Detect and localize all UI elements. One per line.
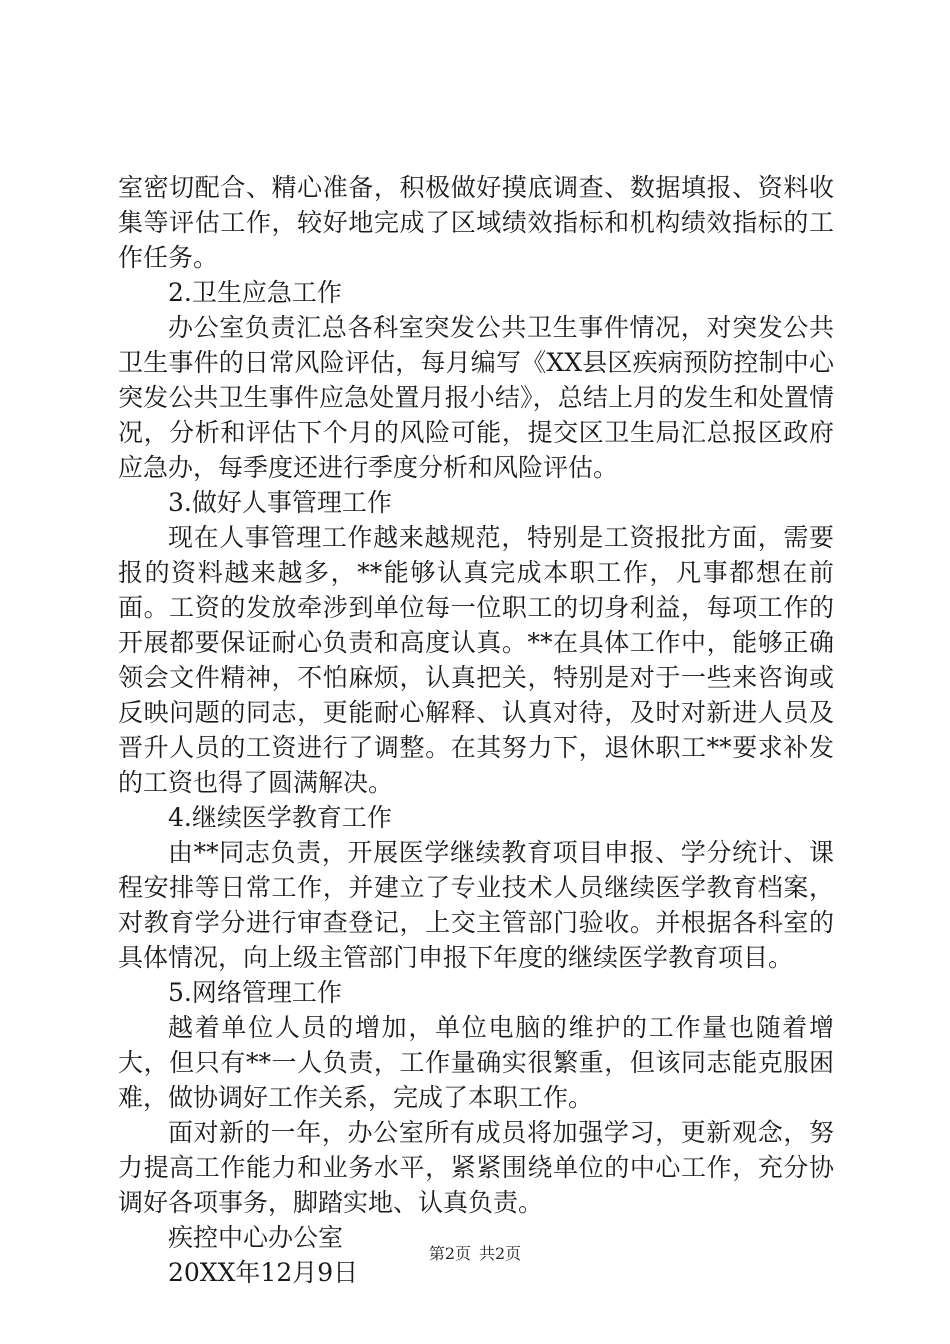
section-heading-network: 5.网络管理工作 [168, 978, 342, 1007]
section-heading-medical-education: 4.继续医学教育工作 [168, 803, 392, 832]
page-footer [0, 1243, 950, 1265]
signature-date: 20XX年12月9日 [168, 1258, 359, 1287]
body-paragraph-personnel: 现在人事管理工作越来越规范，特别是工资报批方面，需要报的资料越来越多，**能够认真完成本职工作，凡事都想在前面。工资的发放牵涉到单位每一位职工的切身利益，每项工作的开展都要保证耐心负责和高度认真。**在具体工作中，能够正确领会文件精神，不怕麻烦，认真把关，特别是对于一些来咨询或反映问题的同志，更能耐心解释、认真对待，及时对新进人员及晋升人员的工资进行了调整。在其努力下，退休职工**要求补发的工资也得了圆满解决。 [118, 523, 834, 797]
document-body [118, 170, 834, 1290]
body-paragraph-health-emergency: 办公室负责汇总各科室突发公共卫生事件情况，对突发公共卫生事件的日常风险评估，每月编写《XX县区疾病预防控制中心突发公共卫生事件应急处置月报小结》，总结上月的发生和处置情况，分析和评估下个月的风险可能，提交区卫生局汇总报区政府应急办，每季度还进行季度分析和风险评估。 [118, 313, 834, 482]
body-paragraph-outlook: 面对新的一年，办公室所有成员将加强学习，更新观念，努力提高工作能力和业务水平，紧紧围绕单位的中心工作，充分协调好各项事务，脚踏实地、认真负责。 [118, 1118, 834, 1217]
body-paragraph-network: 越着单位人员的增加，单位电脑的维护的工作量也随着增大，但只有**一人负责，工作量确实很繁重，但该同志能克服困难，做协调好工作关系，完成了本职工作。 [118, 1013, 834, 1112]
page-number-total: 共2页 [479, 1244, 522, 1263]
page-number-current: 第2页 [428, 1244, 471, 1263]
body-paragraph-medical-education: 由**同志负责，开展医学继续教育项目申报、学分统计、课程安排等日常工作，并建立了专业技术人员继续医学教育档案，对教育学分进行审查登记，上交主管部门验收。并根据各科室的具体情况，向上级主管部门申报下年度的继续医学教育项目。 [118, 838, 834, 972]
signature-office: 疾控中心办公室 [168, 1223, 344, 1252]
section-heading-health-emergency: 2.卫生应急工作 [168, 278, 342, 307]
continuation-paragraph: 室密切配合、精心准备，积极做好摸底调查、数据填报、资料收集等评估工作，较好地完成了区域绩效指标和机构绩效指标的工作任务。 [118, 173, 834, 272]
section-heading-personnel: 3.做好人事管理工作 [168, 488, 392, 517]
